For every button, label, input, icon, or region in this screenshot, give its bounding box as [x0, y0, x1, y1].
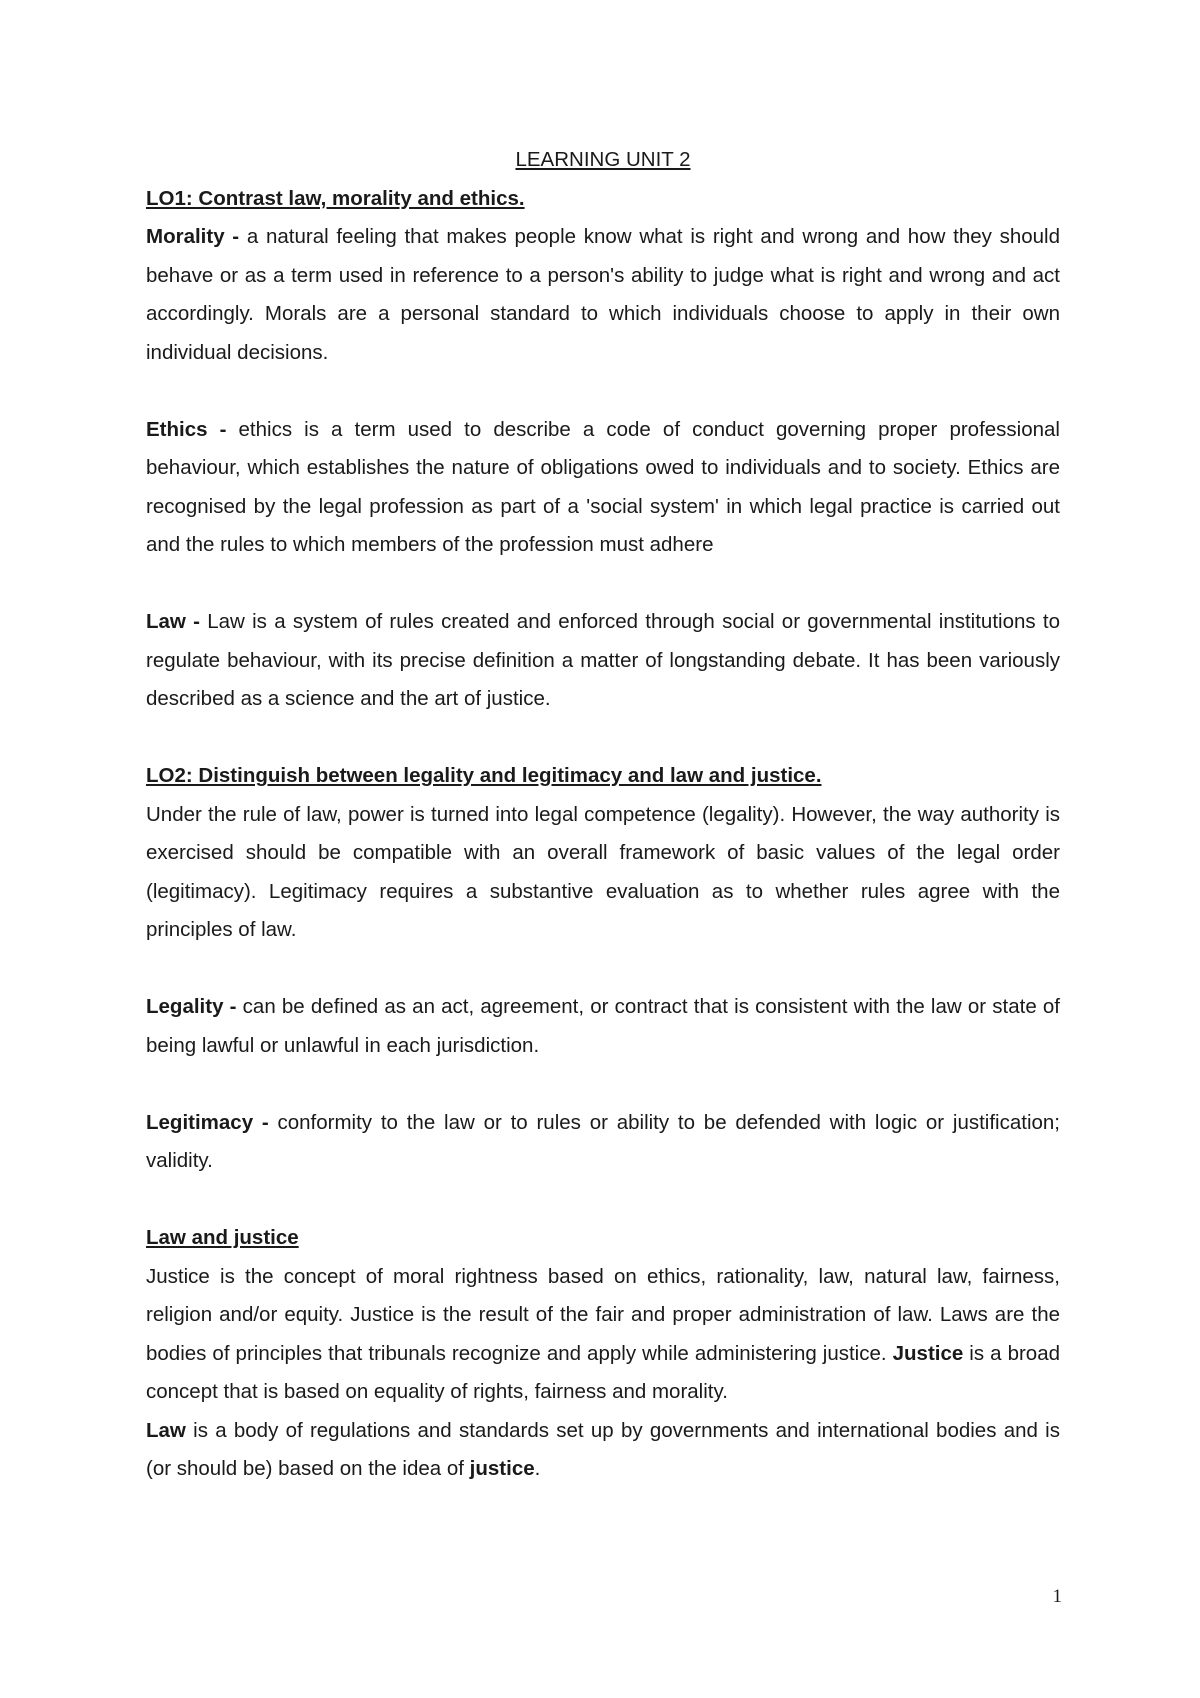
legality-definition: [146, 988, 1060, 1065]
law-and-justice-heading: Law and justice: [146, 1226, 299, 1249]
law-body-paragraph: [146, 1412, 1060, 1489]
paragraph-gap: [146, 719, 1060, 758]
document-title: LEARNING UNIT 2: [515, 148, 691, 171]
paragraph-gap: [146, 950, 1060, 989]
justice-bold-term: Justice: [892, 1341, 964, 1365]
ethics-definition: [146, 411, 1060, 565]
law-bold-term: Law: [146, 1418, 186, 1442]
lo1-heading: LO1: Contrast law, morality and ethics.: [146, 186, 525, 210]
justice-text-end: is a broad concept that is based on equality of rights, fairness and morality.: [146, 1341, 1060, 1403]
paragraph-gap: [146, 565, 1060, 604]
law-text: Law is a system of rules created and enforced through social or governmental institutions to regulate behaviour, with its precise definition a matter of longstanding debate. It has been variously described as a science and the art of justice.: [146, 610, 1060, 710]
paragraph-gap: [146, 1065, 1060, 1104]
ethics-term: Ethics -: [146, 417, 239, 441]
ethics-text: ethics is a term used to describe a code of conduct governing proper professional behaviour, which establishes the nature of obligations owed to individuals and to society. Ethics are recognised by the legal profession as part of a 'social system' in which legal practice is carried out and the rules to which members of the profession must adhere: [146, 417, 1060, 556]
law-body-period: .: [534, 1457, 541, 1480]
legitimacy-definition: [146, 1104, 1060, 1181]
page-number: 1: [1052, 1586, 1062, 1607]
paragraph-gap: [146, 1181, 1060, 1220]
morality-text: a natural feeling that makes people know what is right and wrong and how they should behave or as a term used in reference to a person's ability to judge what is right and wrong and act accordingly. Morals are a personal standard to which individuals choose to apply in their own individual decisions.: [146, 225, 1060, 364]
legality-term: Legality -: [146, 995, 243, 1018]
law-term: Law -: [146, 610, 208, 633]
justice-paragraph: [146, 1258, 1060, 1412]
law-body-text: is a body of regulations and standards set up by governments and international bodies and is (or should be) based on the idea of: [146, 1418, 1060, 1480]
legality-text: can be defined as an act, agreement, or contract that is consistent with the law or state of being lawful or unlawful in each jurisdiction.: [146, 995, 1061, 1057]
legitimacy-term: Legitimacy -: [146, 1110, 278, 1134]
lo2-heading: LO2: Distinguish between legality and legitimacy and law and justice.: [146, 764, 822, 787]
paragraph-gap: [146, 372, 1060, 411]
morality-definition: [146, 218, 1060, 372]
document-page: [146, 141, 1060, 1489]
morality-term: Morality -: [146, 225, 247, 248]
justice-bold-end: justice: [469, 1457, 535, 1480]
justice-text-start: Justice is the concept of moral rightness based on ethics, rationality, law, natural law, fairness, religion and/or equity. Justice is the result of the fair and proper administration of law. Laws are the bodies of principles that tribunals recognize and apply while administering justice.: [146, 1264, 1060, 1365]
lo2-intro: Under the rule of law, power is turned into legal competence (legality). However, the way authority is exercised should be compatible with an overall framework of basic values of the legal order (legitimacy). Legitimacy requires a substantive evaluation as to whether rules agree with the principles of law.: [146, 802, 1060, 941]
law-definition: [146, 603, 1060, 719]
legitimacy-text: conformity to the law or to rules or ability to be defended with logic or justification; validity.: [146, 1110, 1060, 1172]
